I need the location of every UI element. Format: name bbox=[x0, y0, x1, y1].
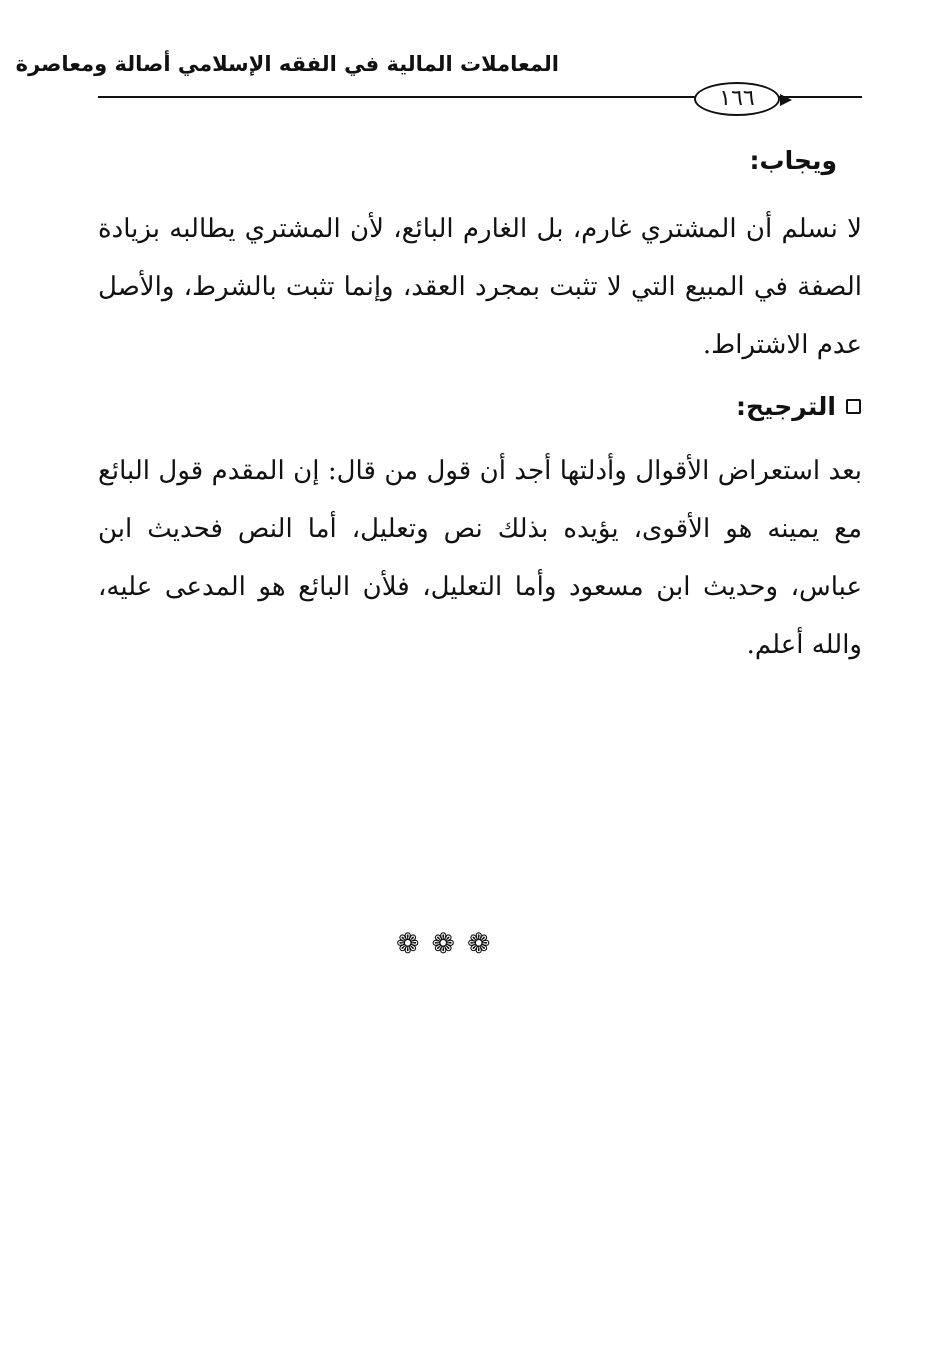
answer-heading: ويجاب: bbox=[749, 146, 837, 175]
flower-ornament-icon: ❁ bbox=[396, 927, 420, 960]
flower-ornament-icon: ❁ bbox=[431, 927, 455, 960]
checkbox-icon bbox=[846, 399, 861, 414]
section-end-ornament bbox=[396, 927, 491, 960]
tarjih-heading: الترجيح: bbox=[736, 392, 836, 421]
answer-paragraph: لا نسلم أن المشتري غارم، بل الغارم البائع، لأن المشتري يطالبه بزيادة الصفة في المبيع التي لا تثبت بمجرد العقد، وإنما تثبت بالشرط، والأصل عدم الاشتراط. bbox=[98, 214, 862, 360]
tarjih-paragraph: بعد استعراض الأقوال وأدلتها أجد أن قول من قال: إن المقدم قول البائع مع يمينه هو الأقوى، يؤيده بذلك نص وتعليل، أما النص فحديث ابن عباس، وحديث ابن مسعود وأما التعليل، فلأن البائع هو المدعى عليه، والله أعلم. bbox=[98, 456, 862, 660]
tarjih-heading-row bbox=[736, 392, 861, 421]
flower-ornament-icon: ❁ bbox=[466, 927, 491, 960]
page-header-title: المعاملات المالية في الفقه الإسلامي أصالة ومعاصرة bbox=[15, 52, 559, 76]
page-number: ١٦٦ bbox=[694, 82, 780, 116]
